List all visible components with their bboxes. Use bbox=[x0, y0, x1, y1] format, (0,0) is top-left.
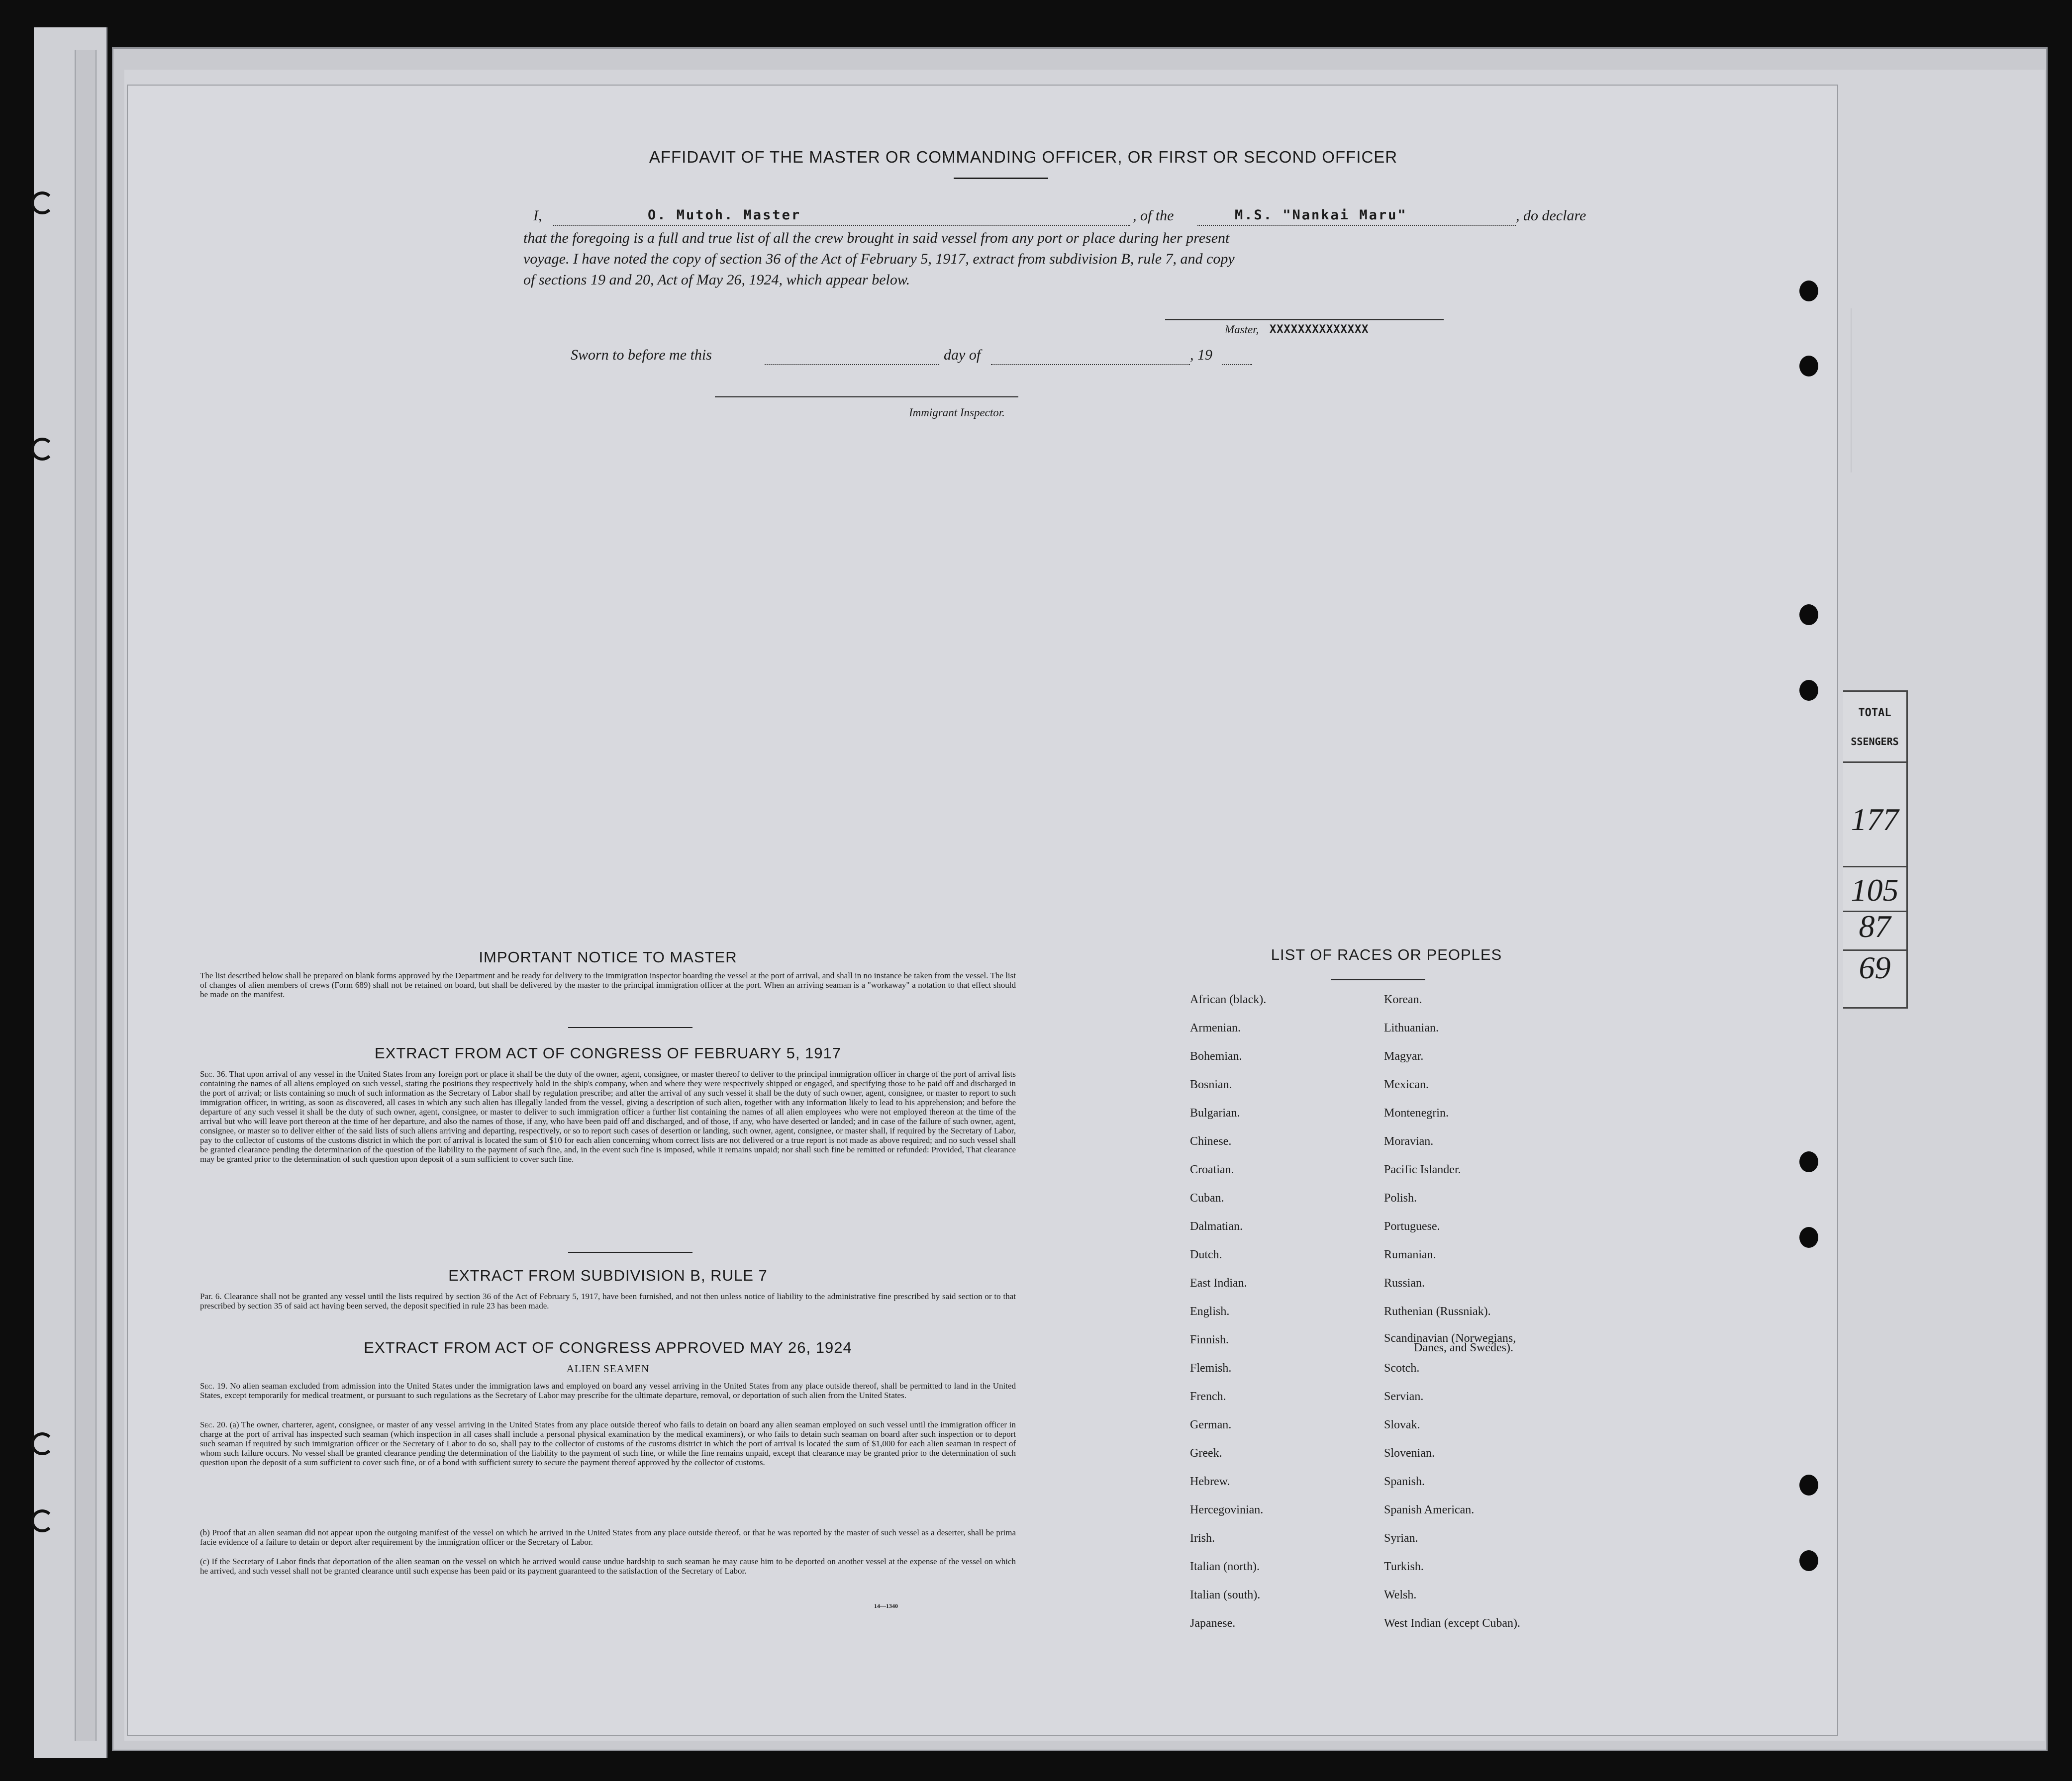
sworn-day-line[interactable] bbox=[765, 364, 939, 365]
form-sheet bbox=[127, 85, 1838, 1736]
tally-divider bbox=[1843, 866, 1906, 867]
extract-1924-title: EXTRACT FROM ACT OF CONGRESS APPROVED MAY 26, 1924 bbox=[364, 1339, 852, 1356]
race-item: Servian. bbox=[1384, 1390, 1424, 1403]
race-item: English. bbox=[1190, 1305, 1230, 1318]
extract-1917-title: EXTRACT FROM ACT OF CONGRESS OF FEBRUARY 5, 1917 bbox=[374, 1044, 842, 1062]
race-item: African (black). bbox=[1190, 993, 1267, 1006]
race-item: Syrian. bbox=[1384, 1532, 1418, 1545]
punch-hole-icon bbox=[1799, 1550, 1818, 1571]
race-item: Cuban. bbox=[1190, 1192, 1224, 1205]
race-item: French. bbox=[1190, 1390, 1226, 1403]
form-number: 14—1340 bbox=[874, 1602, 898, 1609]
race-item: Bosnian. bbox=[1190, 1078, 1232, 1091]
punch-hole-icon bbox=[1799, 1151, 1818, 1172]
divider bbox=[568, 1027, 692, 1028]
affidavit-line-4: of sections 19 and 20, Act of May 26, 1924, which appear below. bbox=[523, 272, 910, 288]
race-item: Dalmatian. bbox=[1190, 1220, 1243, 1233]
race-item: Magyar. bbox=[1384, 1050, 1424, 1063]
race-item: Lithuanian. bbox=[1384, 1022, 1439, 1034]
par-6-label: Par. 6. bbox=[200, 1292, 222, 1301]
sworn-year-line[interactable] bbox=[1222, 364, 1252, 365]
race-item: Slovenian. bbox=[1384, 1447, 1435, 1460]
race-item: Croatian. bbox=[1190, 1163, 1234, 1176]
tally-header-total: TOTAL bbox=[1858, 707, 1891, 719]
punch-hole-icon bbox=[1799, 1227, 1818, 1248]
inspector-signature-line[interactable] bbox=[715, 396, 1018, 397]
day-of-label: day of bbox=[944, 347, 981, 363]
race-item: Hebrew. bbox=[1190, 1475, 1230, 1488]
race-item: Ruthenian (Russniak). bbox=[1384, 1305, 1491, 1318]
race-item: Greek. bbox=[1190, 1447, 1222, 1460]
alien-seamen-subtitle: ALIEN SEAMEN bbox=[566, 1363, 650, 1375]
punch-hole-icon bbox=[1799, 1475, 1818, 1496]
races-underline bbox=[1331, 979, 1425, 980]
race-item: German. bbox=[1190, 1418, 1232, 1431]
passenger-tally bbox=[1843, 690, 1908, 1009]
race-item: Montenegrin. bbox=[1384, 1107, 1449, 1120]
race-item: Irish. bbox=[1190, 1532, 1215, 1545]
extract-1924-sec20b: (b) Proof that an alien seaman did not appear upon the outgoing manifest of the vessel on which he arrived in the United States from any place outside thereof, or that he was reported by the master of such vessel as a deserter, shall be prima facie evidence of a failure to detain or deport after requirement by the immigration officer or the Secretary of Labor. bbox=[200, 1528, 1016, 1547]
extract-rule7-text bbox=[200, 1292, 1016, 1311]
divider bbox=[568, 1252, 692, 1253]
punch-hole-icon bbox=[1799, 281, 1818, 301]
affidavit-i-label: I, bbox=[533, 207, 542, 224]
race-item-continuation: Danes, and Swedes). bbox=[1414, 1341, 1513, 1354]
vessel-name-field[interactable]: M.S. "Nankai Maru" bbox=[1235, 207, 1407, 223]
race-item: Scandinavian (Norwegians, Danes, and Swedes). bbox=[1384, 1332, 1520, 1360]
races-title: LIST OF RACES OR PEOPLES bbox=[1271, 946, 1502, 963]
punch-hole-icon bbox=[1799, 680, 1818, 701]
sec-20-label: Sec. 20. bbox=[200, 1420, 227, 1429]
race-item: Hercegovinian. bbox=[1190, 1503, 1264, 1516]
race-item: Moravian. bbox=[1384, 1135, 1434, 1148]
race-item: West Indian (except Cuban). bbox=[1384, 1617, 1520, 1630]
extract-1924-sec19 bbox=[200, 1381, 1016, 1400]
binder-ring-icon bbox=[31, 438, 54, 461]
tally-value: 105 bbox=[1851, 872, 1899, 908]
sec-19-label: Sec. 19. bbox=[200, 1381, 228, 1391]
of-the-label: , of the bbox=[1133, 207, 1174, 224]
extract-1924-sec20a bbox=[200, 1420, 1016, 1467]
affidavit-line-3: voyage. I have noted the copy of section 36 of the Act of February 5, 1917, extract from subdivision B, rule 7, and copy bbox=[523, 251, 1235, 267]
sworn-label: Sworn to before me this bbox=[571, 347, 712, 363]
race-item: Spanish American. bbox=[1384, 1503, 1475, 1516]
race-item: Portuguese. bbox=[1384, 1220, 1440, 1233]
race-item: Slovak. bbox=[1384, 1418, 1420, 1431]
race-item: Bulgarian. bbox=[1190, 1107, 1240, 1120]
binder-ring-icon bbox=[31, 1509, 54, 1532]
race-item: Turkish. bbox=[1384, 1560, 1424, 1573]
race-item: Polish. bbox=[1384, 1192, 1417, 1205]
tally-value: 87 bbox=[1859, 909, 1891, 944]
race-item: Scotch. bbox=[1384, 1362, 1420, 1375]
do-declare-label: , do declare bbox=[1516, 207, 1586, 224]
name-line bbox=[553, 225, 1130, 226]
master-name-field[interactable]: O. Mutoh. Master bbox=[648, 207, 801, 223]
title-underline bbox=[954, 178, 1048, 179]
notice-title: IMPORTANT NOTICE TO MASTER bbox=[479, 948, 737, 966]
master-signature-line[interactable] bbox=[1165, 319, 1444, 320]
affidavit-line-2: that the foregoing is a full and true list of all the crew brought in said vessel from any port or place during her present bbox=[523, 230, 1230, 246]
extract-rule7-title: EXTRACT FROM SUBDIVISION B, RULE 7 bbox=[448, 1267, 768, 1284]
tally-divider bbox=[1843, 761, 1906, 763]
races-column-1 bbox=[1190, 992, 1266, 1644]
race-item: Flemish. bbox=[1190, 1362, 1232, 1375]
binder-spine bbox=[75, 50, 97, 1741]
year-label: , 19 bbox=[1190, 347, 1212, 363]
race-item: Dutch. bbox=[1190, 1248, 1222, 1261]
race-item: Italian (south). bbox=[1190, 1589, 1261, 1601]
race-item: Spanish. bbox=[1384, 1475, 1425, 1488]
race-item: Italian (north). bbox=[1190, 1560, 1260, 1573]
vessel-line bbox=[1197, 225, 1516, 226]
race-item: Mexican. bbox=[1384, 1078, 1429, 1091]
race-item: Rumanian. bbox=[1384, 1248, 1436, 1261]
race-item: Pacific Islander. bbox=[1384, 1163, 1461, 1176]
sec-20a-body: (a) The owner, charterer, agent, consignee, or master of any vessel arriving in the United States from any place outside thereof who fails to detain on board any alien seaman employed on such vessel until the immigration officer in charge at the port of arrival has inspected such seaman (which inspection in all cases shall include a personal physical examination by the medical examiners), or who fails to detain such seaman on board after such inspection or to deport such seaman if required by such immigration officer or the Secretary of Labor to do so, shall pay to the collector of customs of the customs district in which the port of arrival is located the sum of $1,000 for each alien seaman in respect of whom such failure occurs. No vessel shall be granted clearance pending the determination of the liability to the payment of such fine, or while the fine remains unpaid, except that clearance may be granted prior to the determination of such question upon the deposit of a sum sufficient to cover such fine, or of a bond with sufficient surety to secure the payment thereof approved by the collector of customs. bbox=[200, 1420, 1016, 1467]
sec-36-label: Sec. 36. bbox=[200, 1069, 227, 1079]
race-item: Japanese. bbox=[1190, 1617, 1236, 1630]
race-item: Russian. bbox=[1384, 1277, 1425, 1290]
notice-text: The list described below shall be prepared on blank forms approved by the Department and be ready for delivery to the immigration inspector boarding the vessel at the port of arrival, and shall in no instance be taken from the vessel. The list of changes of alien members of crews (Form 689) shall not be retained on board, but shall be delivered by the master to the principal immigration officer at the port. When an arriving seaman is a "workaway" a notation to that effect should be made on the manifest. bbox=[200, 971, 1016, 999]
race-item: Bohemian. bbox=[1190, 1050, 1242, 1063]
par-6-body: Clearance shall not be granted any vessel until the lists required by section 36 of the Act of February 5, 1917, have been furnished, and not then unless notice of liability to the administrative fine prescribed by said section or to that prescribed by section 35 of said act having been served, the deposit specified in rule 23 has been made. bbox=[200, 1292, 1016, 1311]
sec-36-body: That upon arrival of any vessel in the United States from any foreign port or place it shall be the duty of the owner, agent, consignee, or master thereof to deliver to the principal immigration officer in charge of the port of arrival lists containing the names of all aliens employed on such vessel, stating the positions they respectively hold in the ship's company, when and where they were respectively shipped or engaged, and specifying those to be paid off and discharged in the port of arrival; or lists containing so much of such information as the Secretary of Labor shall by regulation prescribe; and after the arrival of any such vessel it shall be the duty of such owner, agent, consignee, or master to report to such immigration officer, in writing, as soon as discovered, all cases in which any such alien has illegally landed from the vessel, giving a description of such alien, together with any information likely to lead to his apprehension; and before the departure of any such vessel it shall be the duty of such owner, agent, consignee, or master to deliver to such immigration officer a further list containing the names of all alien employees who were not employed thereon at the time of the arrival but who will leave port thereon at the time of her departure, and also the names of those, if any, who have been paid off and discharged, and of those, if any, who have deserted or landed; and in case of the failure of such owner, agent, consignee, or master so to deliver either of the said lists of such aliens arriving and departing, respectively, or so to report such cases of desertion or landing, such owner, agent, consignee, or master shall, if required by the Secretary of Labor, pay to the collector of customs of the customs district in which the port of arrival is located the sum of $10 for each alien concerning whom correct lists are not delivered or a true report is not made as above required; and no such vessel shall be granted clearance pending the determination of the question of the liability to the payment of such fine, and, in the event such fine is imposed, while it remains unpaid; nor shall such fine be remitted or refunded: Provided, That clearance may be granted prior to the determination of such question upon deposit of a sum sufficient to cover such fine. bbox=[200, 1069, 1016, 1164]
race-item: Welsh. bbox=[1384, 1589, 1417, 1601]
faint-back-page-column bbox=[1851, 308, 1946, 472]
inspector-label: Immigrant Inspector. bbox=[909, 406, 1005, 419]
punch-hole-icon bbox=[1799, 604, 1818, 625]
race-item: East Indian. bbox=[1190, 1277, 1247, 1290]
tally-value: 177 bbox=[1851, 802, 1899, 837]
tally-value: 69 bbox=[1859, 950, 1891, 985]
struck-out-title: XXXXXXXXXXXXXX bbox=[1270, 323, 1369, 336]
punch-hole-icon bbox=[1799, 356, 1818, 376]
affidavit-title: AFFIDAVIT OF THE MASTER OR COMMANDING OFFICER, OR FIRST OR SECOND OFFICER bbox=[649, 148, 1398, 166]
binder-ring-icon bbox=[31, 191, 54, 214]
race-item: Armenian. bbox=[1190, 1022, 1241, 1034]
race-item: Chinese. bbox=[1190, 1135, 1232, 1148]
races-column-2 bbox=[1384, 992, 1520, 1644]
binder-ring-icon bbox=[31, 1432, 54, 1455]
race-item: Finnish. bbox=[1190, 1333, 1229, 1346]
master-label: Master, bbox=[1225, 323, 1259, 336]
sec-19-body: No alien seaman excluded from admission into the United States under the immigration laws and employed on board any vessel arriving in the United States from any place outside thereof, shall be permitted to land in the United States, except temporarily for medical treatment, or pursuant to such regulations as the Secretary of Labor may prescribe for the ultimate departure, removal, or deportation of such alien from the United States. bbox=[200, 1381, 1016, 1400]
tally-header-passengers: SSENGERS bbox=[1851, 736, 1899, 748]
sworn-month-line[interactable] bbox=[991, 364, 1190, 365]
extract-1924-sec20c: (c) If the Secretary of Labor finds that deportation of the alien seaman on the vessel on which he arrived would cause undue hardship to such seaman he may cause him to be deported on another vessel at the expense of the vessel on which he arrived, and such vessel shall not be granted clearance until such expense has been paid or its payment guaranteed to the satisfaction of the Secretary of Labor. bbox=[200, 1557, 1016, 1576]
extract-1917-text bbox=[200, 1069, 1016, 1164]
race-item: Korean. bbox=[1384, 993, 1422, 1006]
